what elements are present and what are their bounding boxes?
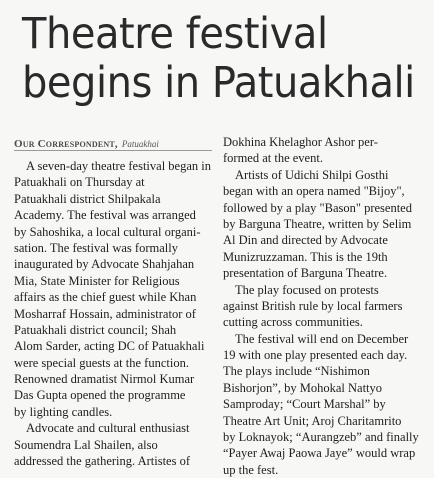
body-line: by Barguna Theatre, written by Selim: [223, 216, 412, 231]
body-line: Mia, State Minister for Religious: [14, 273, 180, 288]
body-line: cutting across communities.: [223, 315, 363, 330]
body-line: Al Din and directed by Advocate: [223, 233, 388, 248]
body-line: affairs as the chief guest while Khan: [14, 290, 197, 305]
body-line: formed at the event.: [223, 151, 323, 166]
body-line: Patuakhali on Thursday at: [14, 175, 145, 190]
headline-line-1: Theatre festival: [22, 9, 328, 59]
body-line: Alom Sarder, acting DC of Patuakhali: [14, 339, 205, 354]
body-line: Advocate and cultural enthusiast: [26, 421, 190, 436]
body-line: Academy. The festival was arranged: [14, 208, 196, 223]
body-line: against British rule by local farmers: [223, 298, 403, 313]
body-line: inaugurated by Advocate Shahjahan: [14, 257, 195, 272]
byline-author: Our Correspondent,: [14, 138, 118, 150]
body-line: were special guests at the function.: [14, 355, 189, 370]
body-line: The plays include “Nishimon: [223, 364, 370, 379]
body-line: Das Gupta opened the programme: [14, 388, 186, 403]
body-line: sation. The festival was formally: [14, 240, 178, 255]
body-line: by lighting candles.: [14, 404, 113, 419]
body-line: The festival will end on December: [235, 331, 409, 346]
article-headline: [22, 9, 415, 108]
article-column-right: [223, 134, 423, 478]
body-line: Mosharraf Hossain, administrator of: [14, 306, 196, 321]
body-line: Soumendra Lal Shailen, also: [14, 437, 158, 452]
body-line: A seven-day theatre festival began in: [26, 159, 211, 173]
body-line: addressed the gathering. Artistes of: [14, 454, 190, 469]
body-line: Dokhina Khelaghor Ashor per-: [223, 135, 378, 149]
body-line: Theatre Art Unit; Aroj Charitamrito: [223, 413, 402, 428]
body-line: Samproday; “Court Marshal” by: [223, 397, 386, 412]
byline-location: Patuakhai: [121, 139, 159, 149]
body-line: followed by a play "Bason" presented: [223, 200, 412, 215]
body-line: by Sahoshika, a local cultural organi-: [14, 224, 201, 239]
article-column-left: [14, 158, 212, 469]
body-line: Bishorjon”, by Mohokal Nattyo: [223, 380, 383, 395]
body-line: Patuakhali district council; Shah: [14, 322, 177, 337]
body-line: 19 with one play presented each day.: [223, 348, 408, 363]
headline-line-2: begins in Patuakhali: [22, 58, 415, 108]
body-line: Patuakhali district Shilpakala: [14, 191, 161, 206]
byline-divider: [14, 150, 212, 151]
body-line: Munizruzzaman. This is the 19th: [223, 249, 388, 264]
body-line: The play focused on protests: [235, 282, 379, 297]
body-line: up the fest.: [223, 462, 279, 477]
body-line: “Payer Awaj Paowa Jaye” would wrap: [223, 446, 416, 461]
body-line: Renowned dramatist Nirmol Kumar: [14, 372, 195, 387]
body-line: began with an opera named "Bijoy",: [223, 184, 405, 199]
body-line: presentation of Barguna Theatre.: [223, 266, 388, 281]
body-line: by Loknayok; “Aurangzeb” and finally: [223, 430, 419, 445]
body-line: Artists of Udichi Shilpi Gosthi: [235, 167, 389, 182]
